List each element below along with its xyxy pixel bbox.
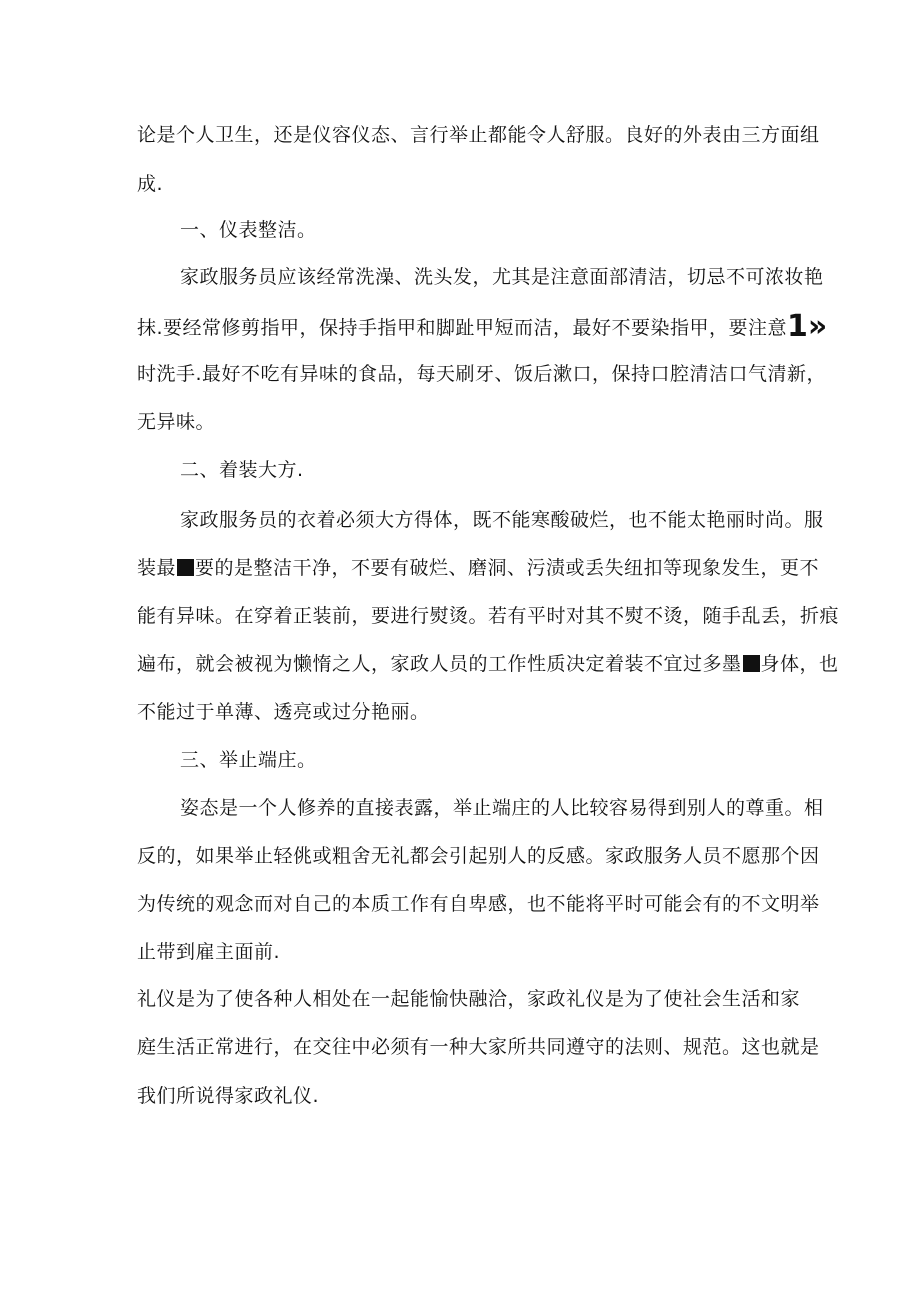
paragraph-line: 止带到雇主面前. xyxy=(137,941,281,963)
ocr-artifact-text: 1» xyxy=(787,309,828,344)
paragraph-line: 论是个人卫生，还是仪容仪态、言行举止都能令人舒服。良好的外表由三方面组 xyxy=(137,124,820,146)
paragraph-line: 姿态是一个人修养的直接表露，举止端庄的人比较容易得到别人的尊重。相 xyxy=(180,797,824,819)
paragraph-line: 无异味。 xyxy=(137,411,216,433)
paragraph-line xyxy=(137,309,828,344)
paragraph-line: 成. xyxy=(137,173,164,195)
paragraph-line: 不能过于单薄、透亮或过分艳丽。 xyxy=(137,701,430,723)
paragraph-line: 我们所说得家政礼仪. xyxy=(137,1085,320,1107)
paragraph-line xyxy=(137,652,839,676)
line-text: 抹.要经常修剪指甲，保持手指甲和脚趾甲短而洁，最好不要染指甲，要注意 xyxy=(137,317,788,339)
paragraph-line: 为传统的观念而对自己的本质工作有自卑感，也不能将平时可能会有的不文明举 xyxy=(137,893,820,915)
section-heading: 二、着装大方. xyxy=(180,459,304,481)
paragraph-line: 能有异味。在穿着正装前，要进行熨烫。若有平时对其不熨不烫，随手乱丢，折痕 xyxy=(137,605,840,627)
paragraph-line: 礼仪是为了使各种人相处在一起能愉快融洽，家政礼仪是为了使社会生活和家 xyxy=(137,988,801,1010)
paragraph-line: 家政服务员的衣着必须大方得体，既不能寒酸破烂，也不能太艳丽时尚。服 xyxy=(180,509,824,531)
section-heading: 三、举止端庄。 xyxy=(180,749,317,771)
line-text: 装最 xyxy=(137,557,177,579)
paragraph-line: 时洗手.最好不吃有异味的食品，每天刷牙、饭后漱口，保持口腔清洁口气清新， xyxy=(137,363,827,385)
redaction-block-icon xyxy=(743,655,760,672)
section-heading: 一、仪表整洁。 xyxy=(180,219,317,241)
line-text: 要的是整洁干净，不要有破烂、磨洞、污渍或丢失纽扣等现象发生，更不 xyxy=(195,557,820,579)
line-text: 身体，也 xyxy=(760,653,839,675)
paragraph-line: 家政服务员应该经常洗澡、洗头发，尤其是注意面部清洁，切忌不可浓妆艳 xyxy=(180,266,824,288)
redaction-block-icon xyxy=(177,559,194,576)
paragraph-line: 庭生活正常进行，在交往中必须有一种大家所共同遵守的法则、规范。这也就是 xyxy=(137,1036,820,1058)
paragraph-line: 反的，如果举止轻佻或粗舍无礼都会引起别人的反感。家政服务人员不愿那个因 xyxy=(137,845,820,867)
paragraph-line xyxy=(137,556,819,580)
line-text: 遍布，就会被视为懒惰之人，家政人员的工作性质决定着装不宜过多墨 xyxy=(137,653,742,675)
